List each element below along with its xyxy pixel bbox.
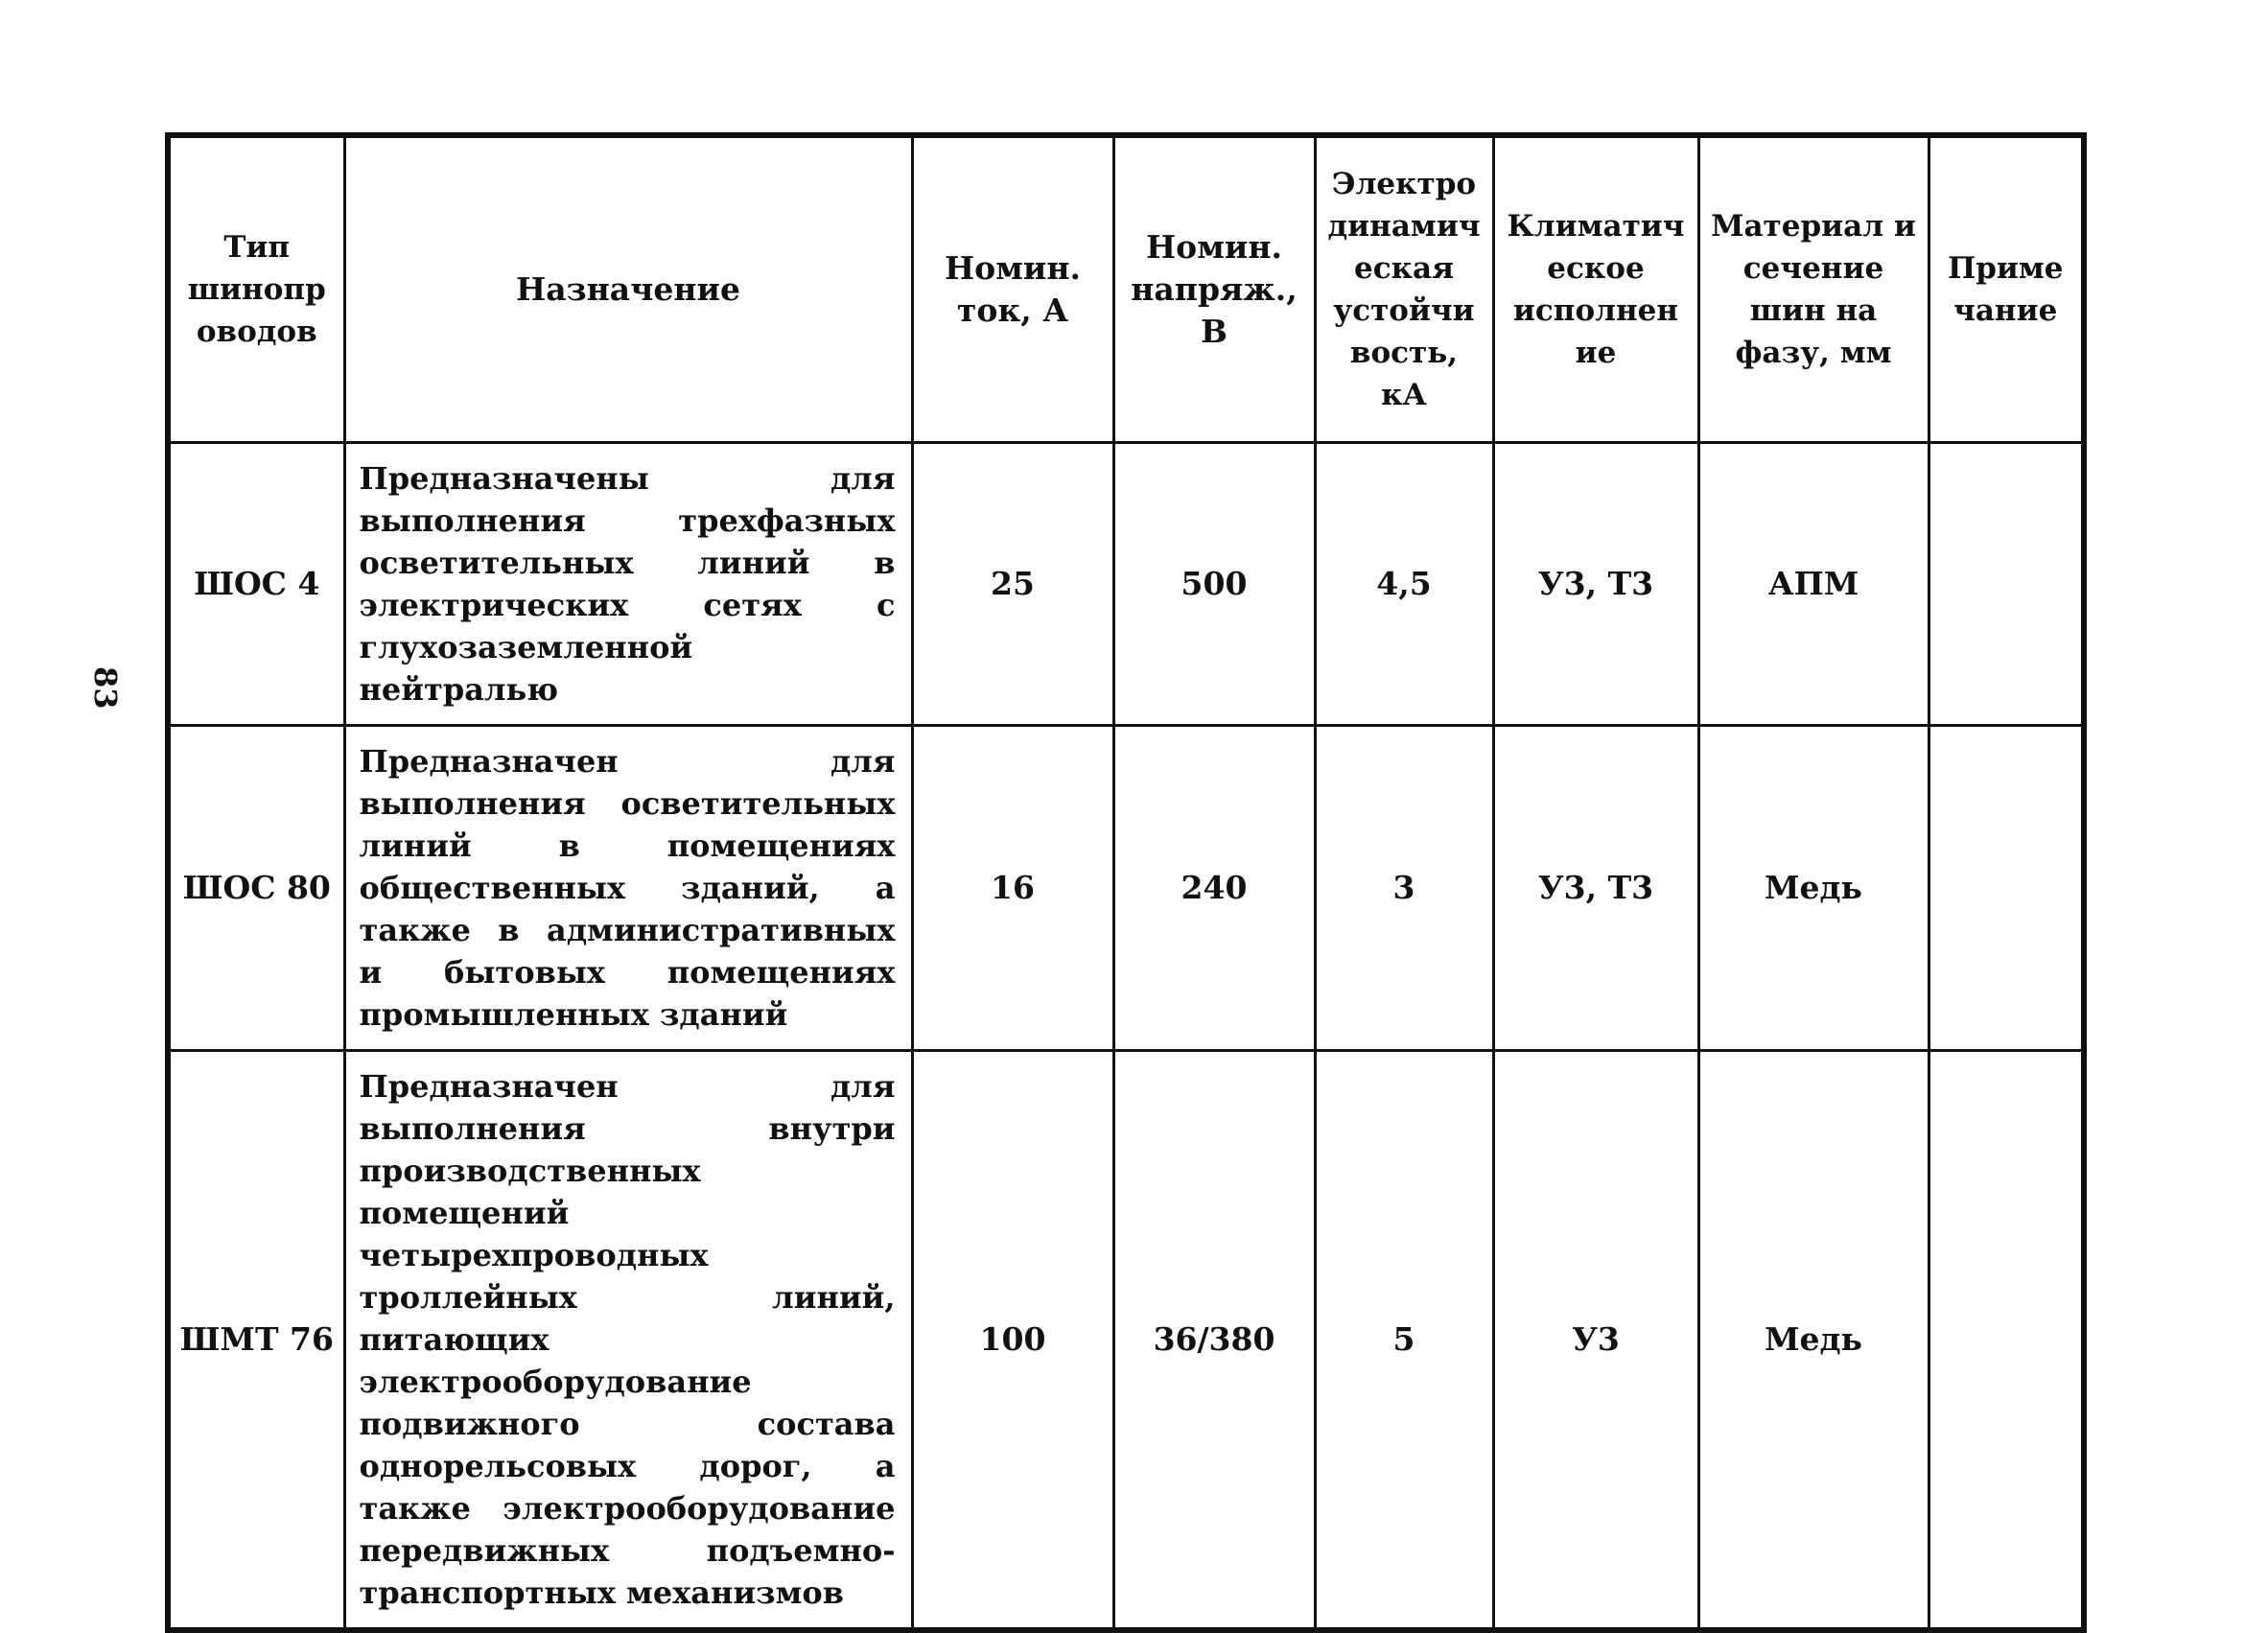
cell-stability: 3 — [1315, 726, 1493, 1051]
cell-note — [1929, 1051, 2084, 1631]
header-note: Примечание — [1929, 135, 2084, 443]
busway-spec-table — [165, 132, 2087, 1633]
header-material: Материал и сечение шин на фазу, мм — [1698, 135, 1929, 443]
header-climate: Климатическое исполнение — [1493, 135, 1698, 443]
cell-voltage: 240 — [1113, 726, 1315, 1051]
cell-climate: У3, Т3 — [1493, 726, 1698, 1051]
header-stability: Электродинамическая устойчивость, кА — [1315, 135, 1493, 443]
cell-voltage: 500 — [1113, 443, 1315, 726]
cell-type: ШОС 4 — [168, 443, 344, 726]
cell-material: Медь — [1698, 726, 1929, 1051]
cell-current: 25 — [912, 443, 1113, 726]
cell-climate: У3, Т3 — [1493, 443, 1698, 726]
cell-stability: 5 — [1315, 1051, 1493, 1631]
cell-stability: 4,5 — [1315, 443, 1493, 726]
header-type: Тип шинопроводов — [168, 135, 344, 443]
cell-voltage: 36/380 — [1113, 1051, 1315, 1631]
cell-purpose: Предназначены для выполнения трехфазных осветительных линий в электрических сетях с глухозаземленной нейтралью — [344, 443, 912, 726]
cell-note — [1929, 726, 2084, 1051]
cell-climate: У3 — [1493, 1051, 1698, 1631]
cell-note — [1929, 443, 2084, 726]
cell-current: 16 — [912, 726, 1113, 1051]
cell-current: 100 — [912, 1051, 1113, 1631]
cell-type: ШМТ 76 — [168, 1051, 344, 1631]
header-voltage: Номин. напряж., В — [1113, 135, 1315, 443]
cell-material: АПМ — [1698, 443, 1929, 726]
cell-purpose: Предназначен для выполнения внутри производственных помещений четырехпроводных троллейных линий, питающих электрооборудование подвижного состава однорельсовых дорог, а также электрооборудование передвижных подъемно-транспортных механизмов — [344, 1051, 912, 1631]
table-row — [168, 443, 2084, 726]
header-row — [168, 135, 2084, 443]
header-purpose: Назначение — [344, 135, 912, 443]
header-current: Номин. ток, А — [912, 135, 1113, 443]
cell-purpose: Предназначен для выполнения осветительных линий в помещениях общественных зданий, а также в административных и бытовых помещениях промышленных зданий — [344, 726, 912, 1051]
page-number: 83 — [87, 666, 124, 710]
cell-type: ШОС 80 — [168, 726, 344, 1051]
table-row — [168, 1051, 2084, 1631]
cell-material: Медь — [1698, 1051, 1929, 1631]
table-row — [168, 726, 2084, 1051]
